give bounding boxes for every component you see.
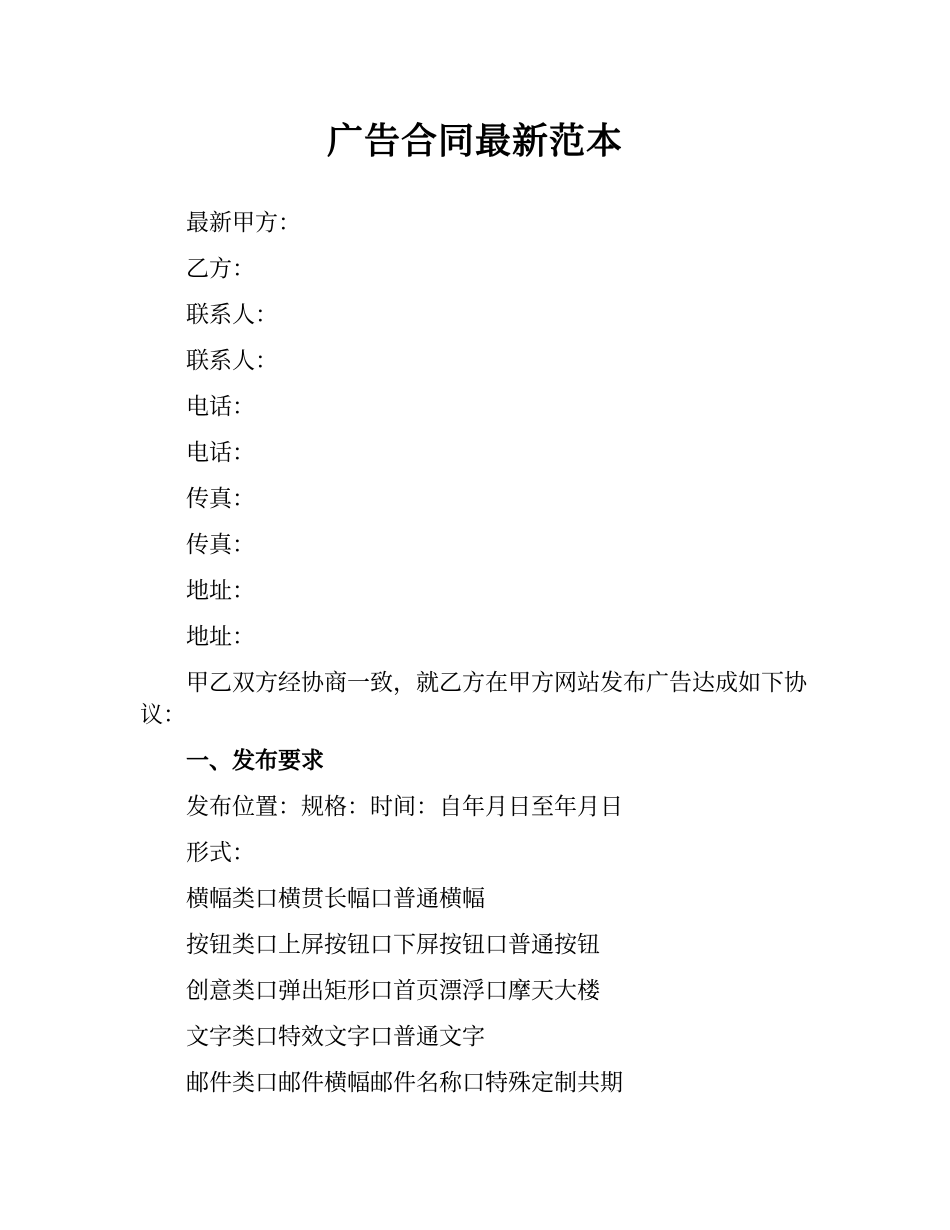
line-form: 形式： <box>186 840 255 866</box>
line-banner-type: 横幅类口横贯长幅口普通横幅 <box>186 886 485 912</box>
line-publish-position: 发布位置：规格：时间：自年月日至年月日 <box>186 794 623 820</box>
line-text-type: 文字类口特效文字口普通文字 <box>186 1024 485 1050</box>
section-heading-publish-requirements: 一、发布要求 <box>186 748 324 774</box>
document-title: 广告合同最新范本 <box>326 121 623 162</box>
field-party-a: 最新甲方： <box>186 210 301 236</box>
field-phone-a: 电话： <box>186 394 255 420</box>
field-contact-a: 联系人： <box>186 302 278 328</box>
intro-paragraph: 甲乙双方经协商一致，就乙方在甲方网站发布广告达成如下协议： <box>140 670 807 728</box>
field-phone-b: 电话： <box>186 440 255 466</box>
line-creative-type: 创意类口弹出矩形口首页漂浮口摩天大楼 <box>186 978 600 1004</box>
line-button-type: 按钮类口上屏按钮口下屏按钮口普通按钮 <box>186 932 600 958</box>
field-fax-b: 传真： <box>186 532 255 558</box>
field-address-a: 地址： <box>186 578 255 604</box>
field-fax-a: 传真： <box>186 486 255 512</box>
line-email-type: 邮件类口邮件横幅邮件名称口特殊定制共期 <box>186 1070 623 1096</box>
field-address-b: 地址： <box>186 624 255 650</box>
document-body <box>140 200 810 1106</box>
field-party-b: 乙方： <box>186 256 255 282</box>
field-contact-b: 联系人： <box>186 348 278 374</box>
